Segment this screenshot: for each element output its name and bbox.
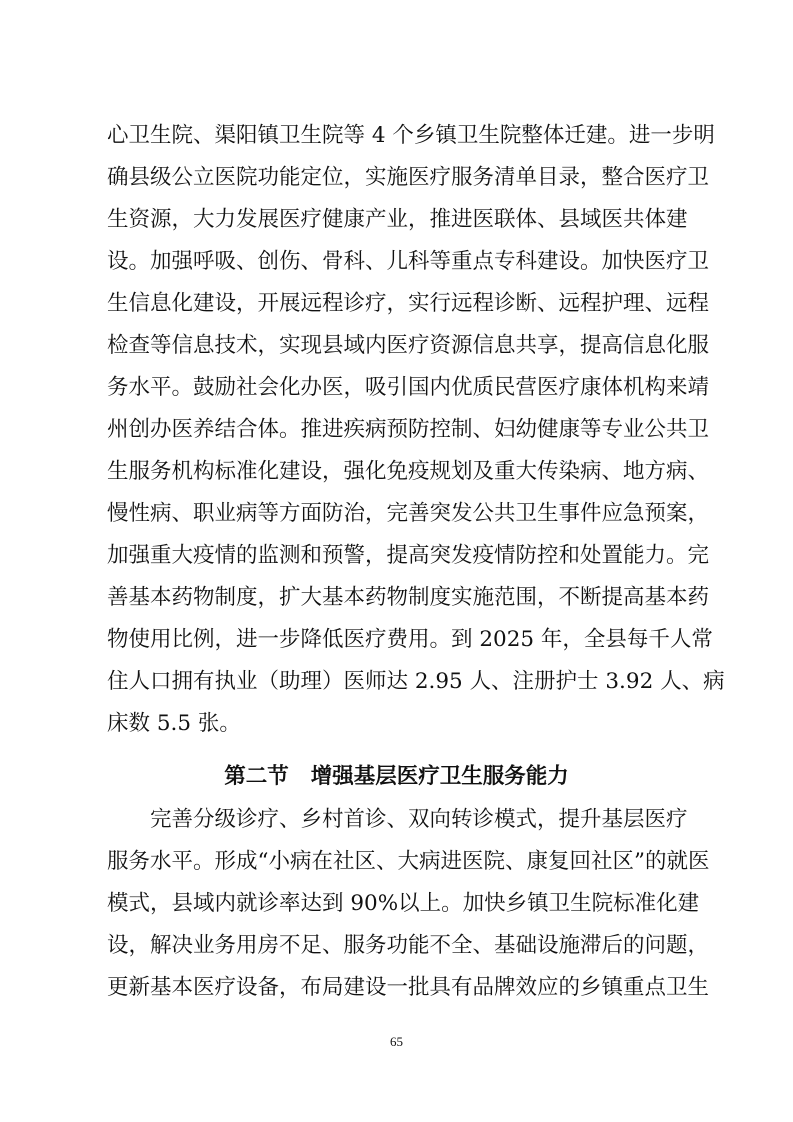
body-text-line: 模式，县域内就诊率达到 90%以上。加快乡镇卫生院标准化建 (107, 891, 700, 916)
body-text-line: 设，解决业务用房不足、服务功能不全、基础设施滞后的问题， (107, 933, 710, 958)
page-number: 65 (390, 1034, 403, 1049)
section-title: 增强基层医疗卫生服务能力 (310, 764, 569, 789)
body-text-line: 服务水平。形成“小病在社区、大病进医院、康复回社区”的就医 (107, 849, 710, 874)
body-text-line: 住人口拥有执业（助理）医师达 2.95 人、注册护士 3.92 人、病 (107, 669, 725, 694)
body-text-line: 务水平。鼓励社会化办医，吸引国内优质民营医疗康体机构来靖 (107, 375, 710, 400)
body-text-line: 善基本药物制度，扩大基本药物制度实施范围，不断提高基本药 (107, 585, 710, 610)
body-text-line: 完善分级诊疗、乡村首诊、双向转诊模式，提升基层医疗 (150, 807, 688, 832)
body-text-line: 设。加强呼吸、创伤、骨科、儿科等重点专科建设。加快医疗卫 (107, 249, 710, 274)
body-text-line: 确县级公立医院功能定位，实施医疗服务清单目录，整合医疗卫 (107, 165, 710, 190)
body-text-line: 物使用比例，进一步降低医疗费用。到 2025 年，全县每千人常 (107, 627, 713, 652)
body-text-line: 州创办医养结合体。推进疾病预防控制、妇幼健康等专业公共卫 (107, 417, 710, 442)
body-text-line: 检查等信息技术，实现县域内医疗资源信息共享，提高信息化服 (107, 333, 710, 358)
section-heading (0, 762, 793, 792)
body-text-line: 生资源，大力发展医疗健康产业，推进医联体、县域医共体建 (107, 207, 688, 232)
body-text-line: 心卫生院、渠阳镇卫生院等 4 个乡镇卫生院整体迁建。进一步明 (107, 123, 715, 148)
body-text-line: 床数 5.5 张。 (107, 711, 241, 736)
body-text-line: 生信息化建设，开展远程诊疗，实行远程诊断、远程护理、远程 (107, 291, 710, 316)
body-text-line: 加强重大疫情的监测和预警，提高突发疫情防控和处置能力。完 (107, 543, 710, 568)
body-text-line: 慢性病、职业病等方面防治，完善突发公共卫生事件应急预案， (107, 501, 710, 526)
body-text-line: 生服务机构标准化建设，强化免疫规划及重大传染病、地方病、 (107, 459, 710, 484)
section-number: 第二节 (224, 764, 289, 789)
body-text-line: 更新基本医疗设备，布局建设一批具有品牌效应的乡镇重点卫生 (107, 975, 710, 1000)
